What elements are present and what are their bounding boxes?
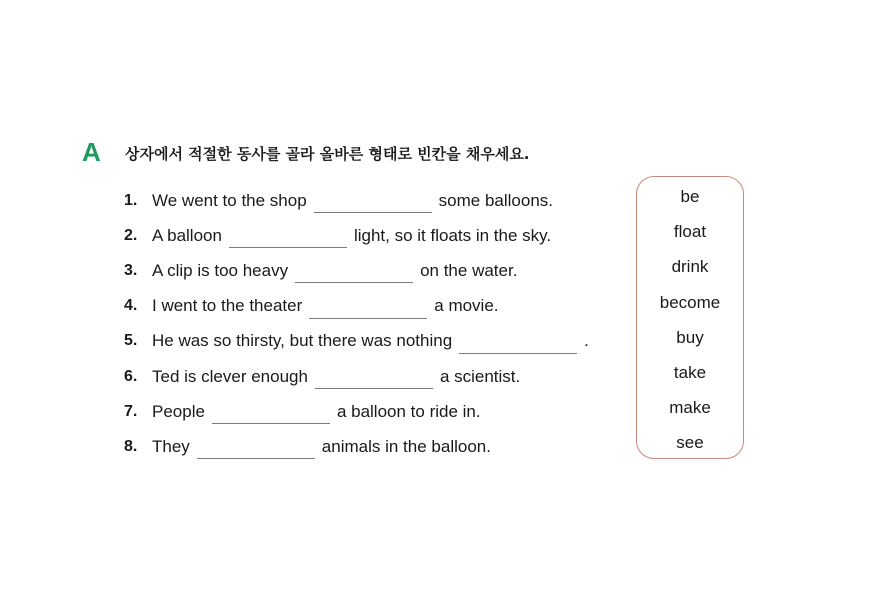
exercise-item <box>124 289 624 324</box>
word-box-item: make <box>669 398 711 418</box>
answer-blank[interactable] <box>229 229 347 248</box>
item-text-before: Ted is clever enough <box>152 366 308 386</box>
item-text-after: on the water. <box>420 260 518 280</box>
word-box-item: take <box>673 362 707 382</box>
item-text-before: They <box>152 436 190 456</box>
item-text-before: I went to the theater <box>152 296 303 316</box>
answer-blank[interactable] <box>309 300 427 319</box>
item-text-after: a scientist. <box>439 366 521 386</box>
word-box <box>636 176 744 459</box>
item-number: 7. <box>124 402 138 420</box>
section-letter: A <box>82 137 101 167</box>
instruction-text: 상자에서 적절한 동사를 골라 올바른 형태로 빈칸을 채우세요. <box>125 145 530 163</box>
item-text-before: People <box>152 401 205 421</box>
answer-blank[interactable] <box>197 440 315 459</box>
word-box-item: float <box>673 222 707 242</box>
answer-blank[interactable] <box>315 370 433 389</box>
item-text-after: a movie. <box>434 296 499 316</box>
item-number: 8. <box>124 437 138 455</box>
item-number: 5. <box>124 332 138 350</box>
word-box-item: buy <box>676 327 704 347</box>
item-text-after: light, so it floats in the sky. <box>353 225 552 245</box>
exercise-items <box>124 183 624 465</box>
answer-blank[interactable] <box>314 194 432 213</box>
answer-blank[interactable] <box>295 264 413 283</box>
exercise-item <box>124 359 624 394</box>
word-list <box>637 179 743 461</box>
item-text-after: a balloon to ride in. <box>336 401 481 421</box>
item-number: 3. <box>124 261 138 279</box>
word-box-item: become <box>659 292 721 312</box>
item-number: 2. <box>124 226 138 244</box>
exercise-item <box>124 429 624 464</box>
answer-blank[interactable] <box>459 335 577 354</box>
item-text-before: We went to the shop <box>152 190 307 210</box>
item-text-after: animals in the balloon. <box>321 436 491 456</box>
word-box-item: see <box>676 433 704 453</box>
item-number: 1. <box>124 191 138 209</box>
item-text-after: . <box>584 331 589 351</box>
exercise-item <box>124 218 624 253</box>
exercise-item <box>124 253 624 288</box>
item-text-before: A balloon <box>152 225 222 245</box>
word-box-item: drink <box>671 257 709 277</box>
item-number: 6. <box>124 367 138 385</box>
item-text-before: He was so thirsty, but there was nothing <box>152 331 453 351</box>
word-box-item: be <box>680 187 700 206</box>
exercise-item <box>124 394 624 429</box>
exercise-item <box>124 324 624 359</box>
answer-blank[interactable] <box>212 405 330 424</box>
item-text-after: some balloons. <box>438 190 554 210</box>
item-number: 4. <box>124 297 138 315</box>
item-text-before: A clip is too heavy <box>152 260 289 280</box>
exercise-item <box>124 183 624 218</box>
